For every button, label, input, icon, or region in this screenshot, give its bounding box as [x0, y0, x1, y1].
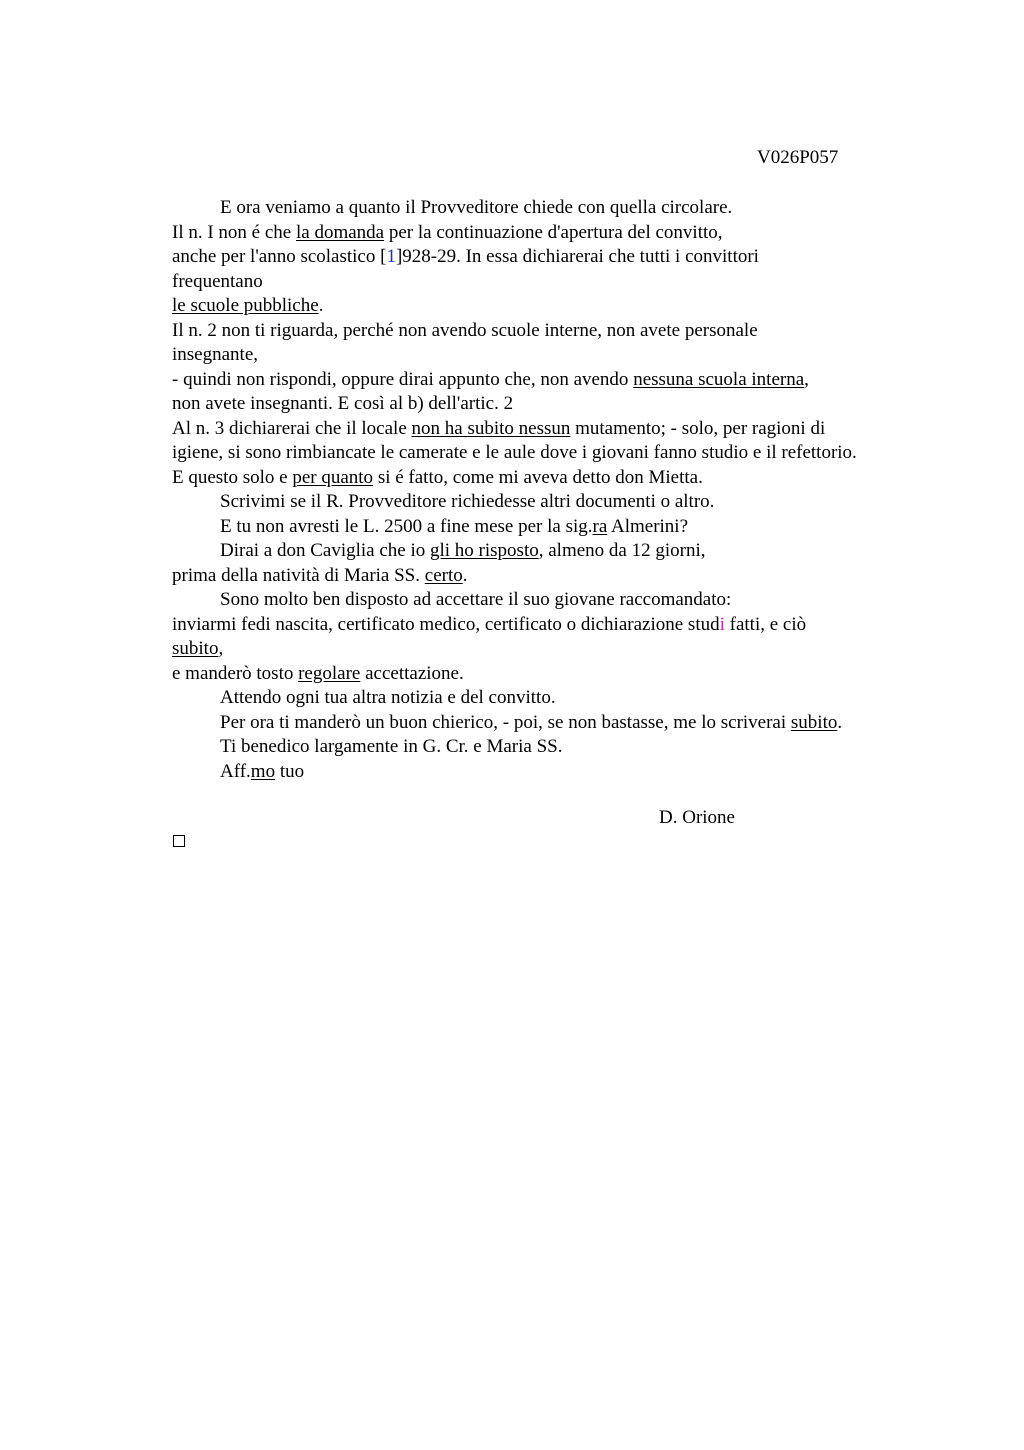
underlined-text: subito [172, 638, 219, 659]
text: mutamento; - solo, per ragioni di [570, 417, 826, 439]
underlined-text: non ha subito nessun [411, 417, 571, 439]
letter-line [172, 539, 932, 564]
underlined-text: regolare [298, 662, 361, 684]
letter-line [172, 515, 932, 540]
letter-line [172, 686, 932, 711]
letter-line [172, 711, 932, 736]
text: Ti benedico largamente in G. Cr. e Maria SS. [220, 736, 563, 757]
underlined-text: la domanda [295, 221, 385, 243]
letter-line [172, 662, 932, 687]
text: Il n. 2 non ti riguarda, perché non avendo scuole interne, non avete personale [172, 319, 758, 341]
text: E tu non avresti le L. 2500 a fine mese per la sig. [220, 515, 593, 537]
end-of-document-box-icon [173, 835, 185, 847]
text: , [804, 368, 809, 390]
text: , almeno da 12 giorni, [538, 540, 706, 561]
text: igiene, si sono rimbiancate le camerate e le aule dove i giovani fanno studio e il refettorio. [172, 442, 857, 463]
correction-marker: i [719, 613, 725, 635]
document-id: V026P057 [757, 147, 839, 168]
text: . [837, 711, 843, 733]
text: E questo solo e [172, 466, 293, 488]
text: fatti, e ciò [724, 613, 807, 635]
letter-line [172, 637, 932, 662]
underlined-text: per quanto [292, 466, 374, 488]
letter-line [172, 245, 932, 270]
text: Il n. I non é che [172, 221, 296, 243]
footnote-marker: 1 [386, 246, 396, 267]
underlined-text: subito [790, 711, 838, 733]
signature: D. Orione [659, 807, 735, 828]
text: frequentano [172, 270, 263, 292]
letter-line [172, 441, 932, 466]
letter-line [172, 196, 932, 221]
text: Sono molto ben disposto ad accettare il suo giovane raccomandato: [220, 589, 732, 610]
letter-line [172, 466, 932, 491]
letter-line [172, 221, 932, 246]
text: e manderò tosto [172, 662, 299, 684]
letter-line [172, 368, 932, 393]
text: non avete insegnanti. E così al b) dell'artic. 2 [172, 393, 514, 414]
letter-line [172, 588, 932, 613]
underlined-text: certo [424, 564, 463, 586]
text: . [318, 295, 324, 316]
text: ]928-29. In essa dichiarerai che tutti i convittori [395, 246, 759, 267]
text: accettazione. [360, 662, 464, 684]
text: insegnante, [172, 344, 259, 365]
underlined-text: gli ho risposto [430, 540, 539, 561]
letter-line [172, 760, 932, 785]
text: Almerini? [607, 515, 689, 537]
letter-line [172, 613, 932, 638]
text: si é fatto, come mi aveva detto don Mietta. [373, 466, 703, 488]
letter-line [172, 294, 932, 319]
letter-body [172, 196, 932, 784]
text: per la continuazione d'apertura del convitto, [384, 221, 723, 243]
letter-line [172, 319, 932, 344]
text: Per ora ti manderò un buon chierico, - poi, se non bastasse, me lo scriverai [220, 711, 791, 733]
text: tuo [275, 760, 305, 782]
text: E ora veniamo a quanto il Provveditore chiede con quella circolare. [220, 197, 733, 218]
letter-line [172, 417, 932, 442]
text: anche per l'anno scolastico [ [172, 246, 387, 267]
letter-line [172, 343, 932, 368]
text: inviarmi fedi nascita, certificato medico, certificato o dichiarazione stud [172, 613, 720, 635]
underlined-text: ra [592, 515, 608, 537]
underlined-text: mo [250, 760, 276, 782]
underlined-text: le scuole pubbliche [172, 295, 319, 316]
letter-line [172, 490, 932, 515]
letter-line [172, 392, 932, 417]
text: Aff. [220, 760, 251, 782]
letter-line [172, 564, 932, 589]
text: . [462, 564, 468, 586]
text: prima della natività di Maria SS. [172, 564, 425, 586]
text: , [218, 638, 224, 659]
text: Scrivimi se il R. Provveditore richiedesse altri documenti o altro. [220, 491, 715, 512]
letter-line [172, 270, 932, 295]
text: - quindi non rispondi, oppure dirai appunto che, non avendo [172, 368, 634, 390]
letter-line [172, 735, 932, 760]
text: Dirai a don Caviglia che io [220, 540, 430, 561]
text: Al n. 3 dichiarerai che il locale [172, 417, 412, 439]
underlined-text: nessuna scuola interna [633, 368, 805, 390]
text: Attendo ogni tua altra notizia e del convitto. [220, 687, 556, 708]
